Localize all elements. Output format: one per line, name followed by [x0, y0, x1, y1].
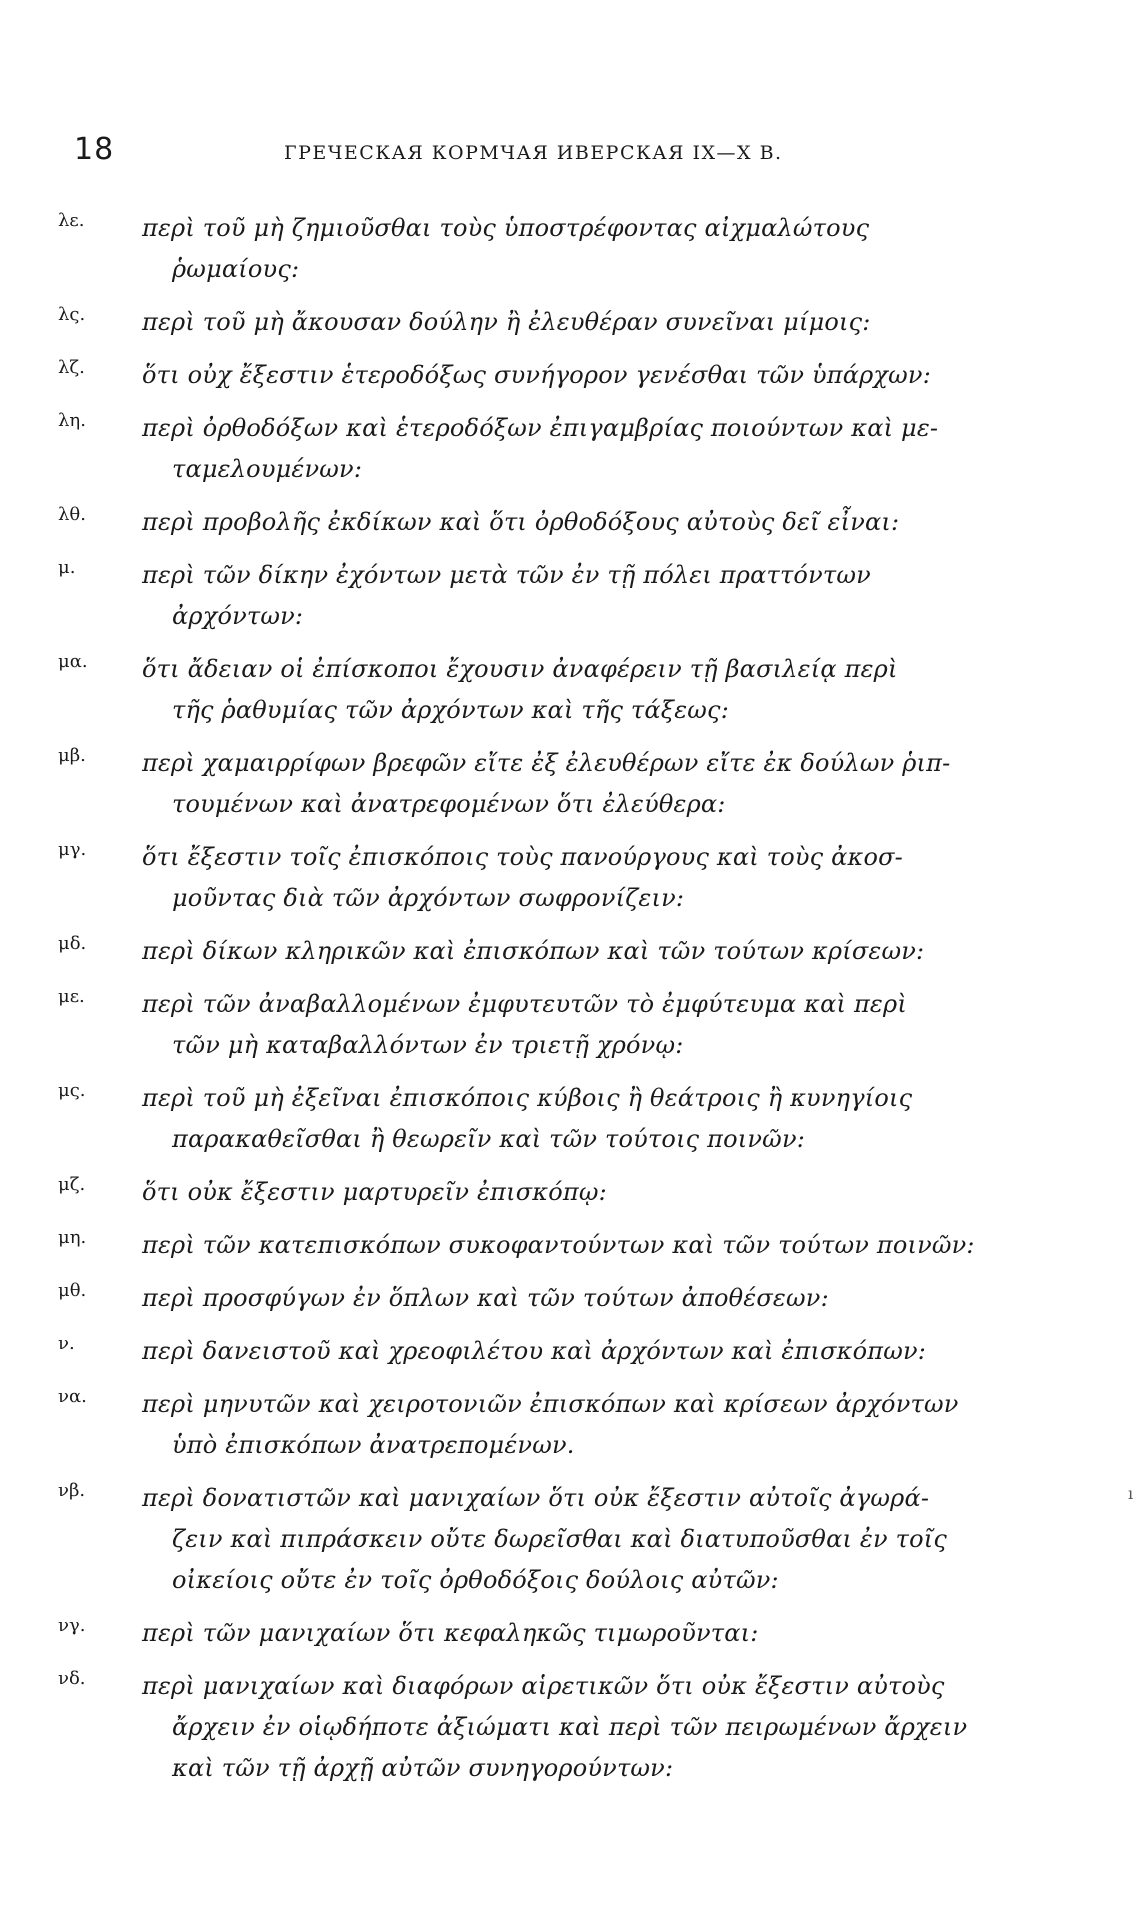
list-item	[58, 984, 1038, 1066]
entry-text-line: περὶ δονατιστῶν καὶ μανιχαίων ὅτι οὐκ ἔξεστιν αὐτοῖς ἀγωρά-	[142, 1484, 930, 1512]
list-item	[58, 1225, 1038, 1266]
entry-text-line: ὅτι οὐκ ἔξεστιν μαρτυρεῖν ἐπισκόπῳ:	[142, 1178, 607, 1206]
entry-text-line: ἀρχόντων:	[172, 602, 304, 630]
entry-text-line: καὶ τῶν τῇ ἀρχῇ αὐτῶν συνηγορούντων:	[172, 1754, 674, 1782]
entry-text-line: περὶ τῶν ἀναβαλλομένων ἐμφυτευτῶν τὸ ἐμφύτευμα καὶ περὶ	[142, 990, 907, 1018]
entry-text-line: περὶ προβολῆς ἐκδίκων καὶ ὅτι ὀρθοδόξους αὐτοὺς δεῖ εἶναι:	[142, 508, 900, 536]
running-title: ГРЕЧЕСКАЯ КОРМЧАЯ ИВЕРСКАЯ IX—X В.	[284, 142, 783, 164]
entry-text-line: περὶ δανειστοῦ καὶ χρεοφιλέτου καὶ ἀρχόντων καὶ ἐπισκόπων:	[142, 1337, 927, 1365]
entry-number: ν.	[58, 1333, 75, 1354]
entry-text-line: περὶ ὀρθοδόξων καὶ ἑτεροδόξων ἐπιγαμβρίας ποιούντων καὶ με-	[142, 414, 939, 442]
entry-text-line: περὶ προσφύγων ἐν ὅπλων καὶ τῶν τούτων ἀποθέσεων:	[142, 1284, 829, 1312]
entry-text-line: τουμένων καὶ ἀνατρεφομένων ὅτι ἐλεύθερα:	[172, 790, 726, 818]
entry-text-line: ῥωμαίους:	[172, 255, 300, 283]
entry-number: με.	[58, 986, 85, 1007]
entry-text-line: περὶ τοῦ μὴ ζημιοῦσθαι τοὺς ὑποστρέφοντας αἰχμαλώτους	[142, 214, 870, 242]
list-item	[58, 1172, 1038, 1213]
entry-number: μζ.	[58, 1174, 86, 1195]
entry-text-line: περὶ τῶν δίκην ἐχόντων μετὰ τῶν ἐν τῇ πόλει πραττόντων	[142, 561, 871, 589]
entry-text-line: παρακαθεῖσθαι ἢ θεωρεῖν καὶ τῶν τούτοις ποινῶν:	[172, 1125, 806, 1153]
list-item	[58, 931, 1038, 972]
entry-number: λη.	[58, 410, 86, 431]
entry-text-line: ζειν καὶ πιπράσκειν οὔτε δωρεῖσθαι καὶ διατυποῦσθαι ἐν τοῖς	[172, 1525, 948, 1553]
entry-number: λς.	[58, 304, 86, 325]
entry-number: μδ.	[58, 933, 87, 954]
entry-text-line: ταμελουμένων:	[172, 455, 363, 483]
entry-text-line: μοῦντας διὰ τῶν ἀρχόντων σωφρονίζειν:	[172, 884, 685, 912]
list-item	[58, 408, 1038, 490]
entry-text-line: περὶ τοῦ μὴ ἄκουσαν δούλην ἢ ἐλευθέραν συνεῖναι μίμοις:	[142, 308, 871, 336]
entry-number: νβ.	[58, 1480, 86, 1501]
entry-text-line: ὅτι οὐχ ἔξεστιν ἑτεροδόξως συνήγορον γενέσθαι τῶν ὑπάρχων:	[142, 361, 932, 389]
entry-number: μβ.	[58, 745, 86, 766]
entry-text-line: περὶ χαμαιρρίφων βρεφῶν εἴτε ἐξ ἐλευθέρων εἴτε ἐκ δούλων ῥιπ-	[142, 749, 951, 777]
list-item	[58, 837, 1038, 919]
entry-text-line: περὶ τῶν κατεπισκόπων συκοφαντούντων καὶ τῶν τούτων ποινῶν:	[142, 1231, 975, 1259]
entry-number: λζ.	[58, 357, 85, 378]
entry-text-line: τῶν μὴ καταβαλλόντων ἐν τριετῇ χρόνῳ:	[172, 1031, 684, 1059]
page-header	[74, 132, 994, 176]
entry-number: νγ.	[58, 1615, 86, 1636]
entry-list	[58, 208, 1038, 1801]
entry-number: μ.	[58, 557, 76, 578]
entry-number: νδ.	[58, 1668, 86, 1689]
entry-number: μγ.	[58, 839, 87, 860]
entry-text-line: περὶ μανιχαίων καὶ διαφόρων αἱρετικῶν ὅτι οὐκ ἔξεστιν αὐτοὺς	[142, 1672, 945, 1700]
list-item	[58, 1613, 1038, 1654]
entry-text-line: οἰκείοις οὔτε ἐν τοῖς ὀρθοδόξοις δούλοις αὐτῶν:	[172, 1566, 779, 1594]
entry-text-line: περὶ μηνυτῶν καὶ χειροτονιῶν ἐπισκόπων καὶ κρίσεων ἀρχόντων	[142, 1390, 959, 1418]
list-item	[58, 743, 1038, 825]
entry-number: να.	[58, 1386, 87, 1407]
entry-number: λε.	[58, 210, 85, 231]
entry-text-line: περὶ τῶν μανιχαίων ὅτι κεφαληκῶς τιμωροῦνται:	[142, 1619, 759, 1647]
list-item	[58, 302, 1038, 343]
entry-text-line: ὑπὸ ἐπισκόπων ἀνατρεπομένων.	[172, 1431, 575, 1459]
list-item	[58, 1078, 1038, 1160]
page-number: 18	[74, 132, 115, 167]
entry-text-line: ὅτι ἔξεστιν τοῖς ἐπισκόποις τοὺς πανούργους καὶ τοὺς ἀκοσ-	[142, 843, 903, 871]
entry-text-line: τῆς ῥαθυμίας τῶν ἀρχόντων καὶ τῆς τάξεως:	[172, 696, 729, 724]
entry-number: λθ.	[58, 504, 86, 525]
entry-text-line: ἄρχειν ἐν οἱῳδήποτε ἀξιώματι καὶ περὶ τῶν πειρωμένων ἄρχειν	[172, 1713, 968, 1741]
entry-text-line: ὅτι ἄδειαν οἱ ἐπίσκοποι ἔχουσιν ἀναφέρειν τῇ βασιλείᾳ περὶ	[142, 655, 898, 683]
entry-number: μα.	[58, 651, 88, 672]
entry-number: μθ.	[58, 1280, 87, 1301]
entry-number: μη.	[58, 1227, 87, 1248]
list-item	[58, 355, 1038, 396]
entry-text-line: περὶ δίκων κληρικῶν καὶ ἐπισκόπων καὶ τῶν τούτων κρίσεων:	[142, 937, 925, 965]
list-item	[58, 1278, 1038, 1319]
entry-text-line: περὶ τοῦ μὴ ἐξεῖναι ἐπισκόποις κύβοις ἢ θεάτροις ἢ κυνηγίοις	[142, 1084, 913, 1112]
entry-number: μς.	[58, 1080, 86, 1101]
list-item	[58, 208, 1038, 290]
list-item	[58, 555, 1038, 637]
list-item	[58, 1666, 1038, 1789]
list-item	[58, 1384, 1038, 1466]
list-item	[58, 502, 1038, 543]
list-item	[58, 1331, 1038, 1372]
margin-mark: ı	[1128, 1484, 1134, 1503]
list-item	[58, 1478, 1038, 1601]
list-item	[58, 649, 1038, 731]
